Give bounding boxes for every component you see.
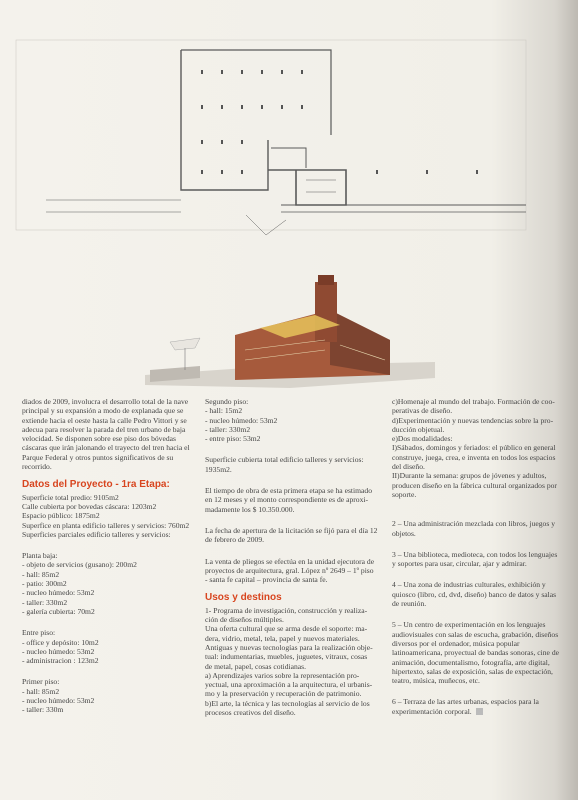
usos-heading: Usos y destinos	[205, 592, 282, 604]
datos-list: Superficie total predio: 9105m2 Calle cubierta por bovedas cáscara: 1203m2 Espacio público: 1875m2 Superfice en planta edificio talleres y servicios: 760m2 Superficies parciales edificio talleres y servicios:	[22, 492, 190, 539]
venta-pliegos-paragraph: La venta de pliegos se efectúa en la unidad ejecutora de proyectos de arquitectura, gral. López nº 2649 – 1º piso - santa fe capital – provincia de santa fe.	[205, 556, 375, 585]
building-render-image	[140, 270, 440, 400]
superficie-total-paragraph: Superficie cubierta total edificio talleres y servicios: 1935m2.	[205, 455, 364, 474]
floor-plan-drawing	[6, 20, 546, 260]
segundo-piso-list: Segundo piso: - hall: 15m2 - nucleo húmedo: 53m2 - taller: 330m2 - entre piso: 53m2	[205, 397, 278, 444]
column-1	[22, 397, 197, 724]
item-2-paragraph: 2 – Una administración mezclada con libros, juegos y objetos.	[392, 519, 556, 538]
apertura-paragraph: La fecha de apertura de la licitación se fijó para el día 12 de febrero de 2009.	[205, 525, 378, 545]
item-5-paragraph: 5 – Un centro de experimentación en los lenguajes audiovisuales con salas de escucha, grabación, diseños diversos por el ordenador, música popular latinoamericana, proyectual de bandas sonoras, cine de animación, documentalismo, fotografía, arte digital, hipertexto, salas de exposición, salas de expectación, teatro, música, muñecos, etc.	[392, 620, 559, 686]
modalidades-paragraph: c)Homenaje al mundo del trabajo. Formación de coo- perativas de diseño. d)Experimentación y nuevas tendencias sobre la pro- ducción objetual. e)Dos modalidades: I)Sábados, domingos y feriados: el público en general construye, juega, crea, e inventa en todos los espacios del diseño. II)Durante la semana: grupos de jóvenes y adultos, producen diseño en la fábrica cultural organizados por soporte.	[392, 397, 557, 499]
planta-baja-list: Planta baja: - objeto de servicios (gusano): 200m2 - hall: 85m2 - patio: 300m2 - nucleo húmedo: 53m2 - taller: 330m2 - galería cubierta: 70m2	[22, 551, 137, 616]
item-3-paragraph: 3 – Una biblioteca, medioteca, con todos los lenguajes y soportes para usar, circular, ajar y admirar.	[392, 549, 558, 569]
column-3	[392, 397, 572, 725]
intro-paragraph: diados de 2009, involucra el desarrollo total de la nave principal y su expansión a modo de explanada que se extiende hacia el oeste hasta la calle Pedro Vittori y se adecua para resolver la parada del tren urbano de baja velocidad. Se disponen sobre ese piso dos bóvedas cáscaras que irán jalonando el trayecto del tren hacia el Parque Federal y otros puntos significativos de su recorrido.	[22, 397, 190, 472]
usos-paragraph: 1- Programa de investigación, construcción y realiza- ción de diseños múltiples. Una oferta cultural que se arma desde el soporte: ma- dera, vidrio, metal, tela, papel y nuevos materiales. Antiguas y nuevas tecnologías para la realización obje- tual: indumentarias, muebles, juguetes, vitraux, cosas de metal, papel, cosas cotidianas. a) Aprendizajes varios sobre la representación pro- yectual, una aproximación a la arquitectura, el urbanis- mo y la preservación y recuperación de patrimonio. b)El arte, la técnica y las tecnologías al servicio de los procesos creativos del diseño.	[205, 605, 373, 718]
datos-heading: Datos del Proyecto - 1ra Etapa:	[22, 479, 170, 491]
column-2	[205, 397, 385, 726]
entre-piso-list: Entre piso: - office y depósito: 10m2 - nucleo húmedo: 53m2 - administracion : 123m2	[22, 628, 99, 666]
item-6-paragraph: 6 – Terraza de las artes urbanas, espacios para la experimentación corporal.	[392, 697, 539, 716]
item-4-paragraph: 4 – Una zona de industrias culturales, exhibición y quiosco (libro, cd, dvd, diseño) banco de datos y salas de reunión.	[392, 580, 557, 609]
tiempo-obra-paragraph: El tiempo de obra de esta primera etapa se ha estimado en 12 meses y el monto correspondiente es de aproxi- madamente los $ 10.350.000.	[205, 486, 372, 514]
primer-piso-list: Primer piso: - hall: 85m2 - nucleo húmedo: 53m2 - taller: 330m	[22, 677, 95, 715]
end-of-article-icon	[476, 708, 483, 715]
